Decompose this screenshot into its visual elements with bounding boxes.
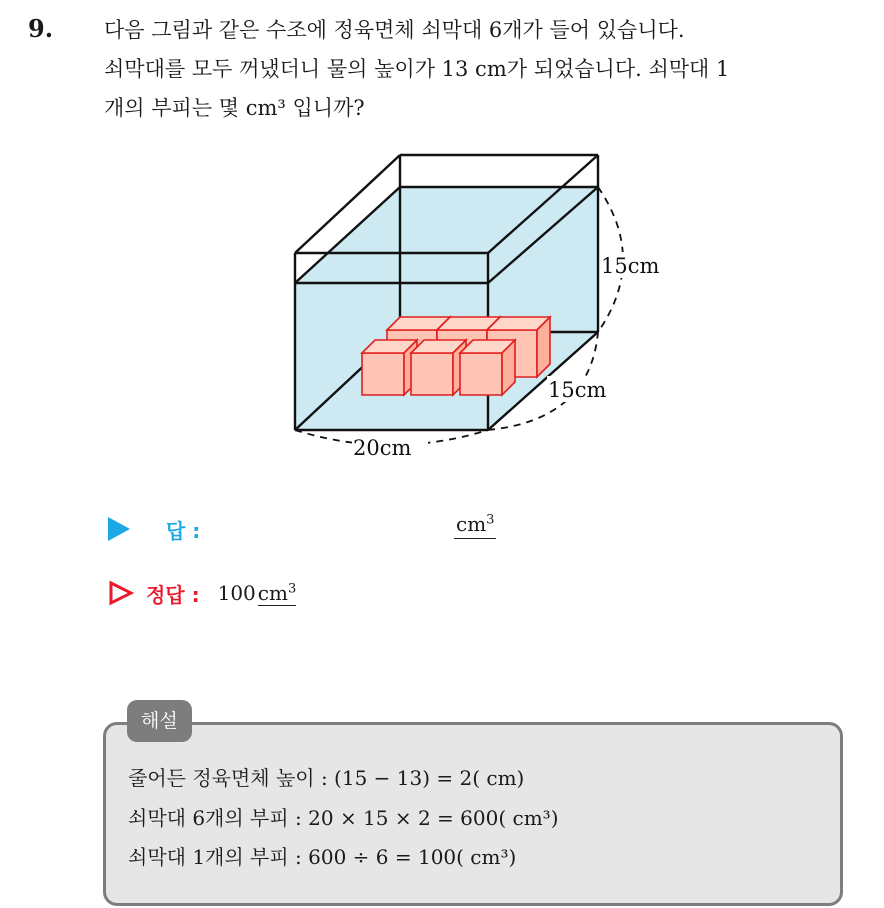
solution-line-3: 쇠막대 1개의 부피 : 600 ÷ 6 = 100( cm³) bbox=[128, 845, 517, 869]
question-line-3: 개의 부피는 몇 cm³ 입니까? bbox=[104, 96, 365, 120]
depth-label: 15cm bbox=[548, 378, 607, 402]
play-arrow-icon bbox=[108, 517, 130, 541]
correct-answer-value: 100 bbox=[217, 581, 256, 605]
height-label: 15cm bbox=[601, 254, 660, 278]
cube bbox=[362, 340, 417, 395]
answer-unit-exp: 3 bbox=[486, 512, 495, 528]
answer-unit: cm bbox=[456, 512, 487, 536]
question-line-1: 다음 그림과 같은 수조에 정육면체 쇠막대 6개가 들어 있습니다. bbox=[104, 18, 685, 42]
question-line-2: 쇠막대를 모두 꺼냈더니 물의 높이가 13 cm가 되었습니다. 쇠막대 1 bbox=[104, 57, 730, 81]
correct-answer-row bbox=[108, 576, 296, 610]
solution-line-2: 쇠막대 6개의 부피 : 20 × 15 × 2 = 600( cm³) bbox=[128, 806, 559, 830]
correct-answer-unit: cm bbox=[257, 580, 288, 605]
answer-label: 답 : bbox=[166, 518, 201, 543]
solution-tab: 해설 bbox=[127, 700, 192, 742]
correct-answer-label: 정답 : bbox=[146, 582, 200, 607]
cube bbox=[411, 340, 466, 395]
answer-blank[interactable] bbox=[454, 512, 496, 539]
question-number: 9. bbox=[28, 14, 54, 43]
solution-line-1: 줄어든 정육면체 높이 : (15 − 13) = 2( cm) bbox=[128, 766, 525, 790]
cube bbox=[460, 340, 515, 395]
answer-row bbox=[108, 512, 200, 546]
outline-triangle-icon bbox=[108, 580, 134, 606]
tank-figure bbox=[270, 145, 690, 475]
width-label: 20cm bbox=[353, 436, 412, 460]
correct-answer-unit-exp: 3 bbox=[287, 580, 297, 596]
